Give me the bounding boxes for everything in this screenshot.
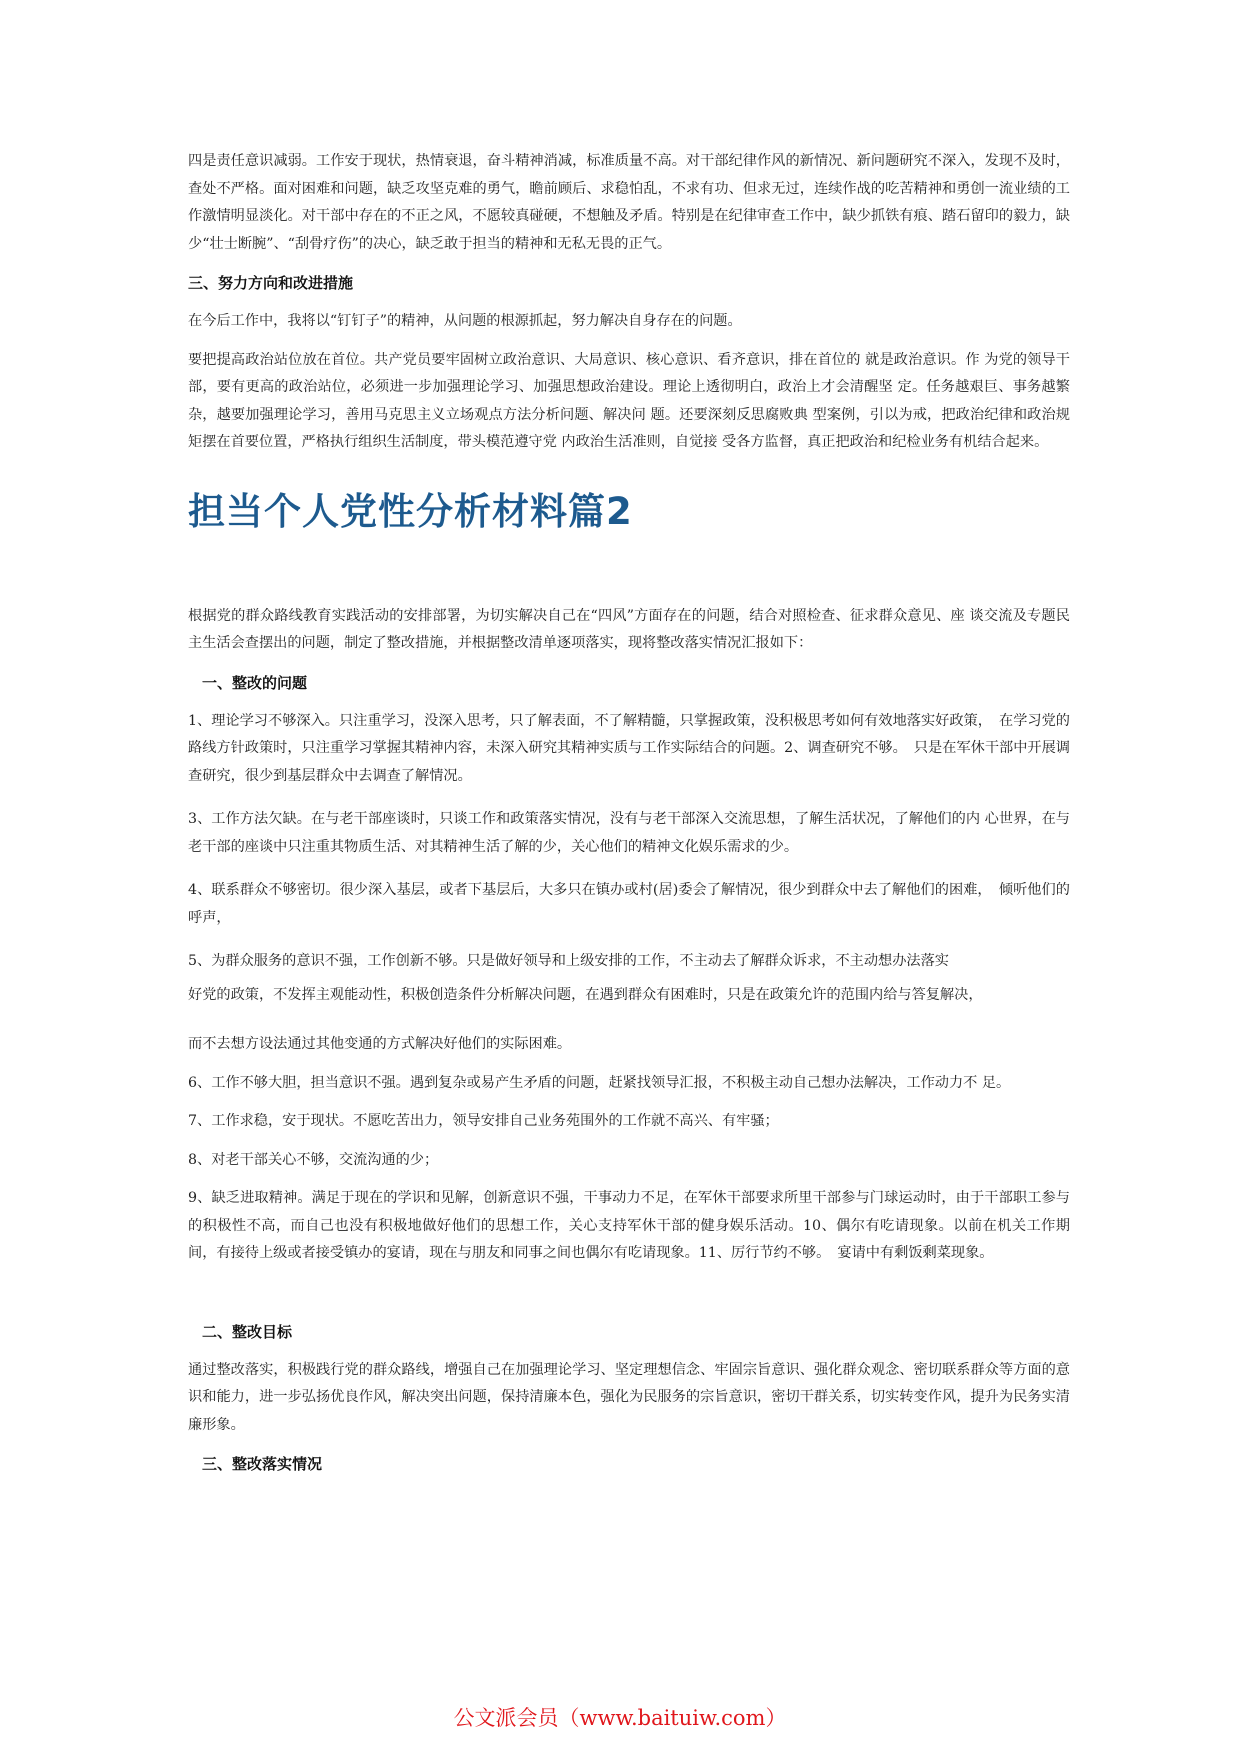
document-body xyxy=(188,148,1070,1478)
heading-rectification-status: 三、整改落实情况 xyxy=(202,1455,323,1473)
paragraph-political-stance: 要把提高政治站位放在首位。共产党员要牢固树立政治意识、大局意识、核心意识、看齐意识，排在首位的 就是政治意识。作 为党的领导干部，要有更高的政治站位，必须进一步加强理论学习、加强思想政治建设。理论上透彻明白，政治上才会清醒坚 定。任务越艰巨、事务越繁杂，越要加强理论学习，善用马克思主义立场观点方法分析问题、解决问 题。还要深刻反思腐败典 型案例，引以为戒，把政治纪律和政治规矩摆在首要位置，严格执行组织生活制度，带头模范遵守党 内政治生活准则，自觉接 受各方监督，真正把政治和纪检业务有机结合起来。 xyxy=(188,351,1070,450)
list-item-3: 3、工作方法欠缺。在与老干部座谈时，只谈工作和政策落实情况，没有与老干部深入交流思想，了解生活状况，了解他们的内 心世界，在与老干部的座谈中只注重其物质生活、对其精神生活了解的少，关心他们的精神文化娱乐需求的少。 xyxy=(188,811,1070,855)
paragraph-future-work: 在今后工作中，我将以“钉钉子”的精神，从问题的根源抓起，努力解决自身存在的问题。 xyxy=(188,313,742,329)
list-item-7: 7、工作求稳，安于现状。不愿吃苦出力，领导安排自己业务苑围外的工作就不高兴、有牢骚； xyxy=(188,1113,779,1129)
list-item-8: 8、对老干部关心不够，交流沟通的少； xyxy=(188,1151,439,1168)
footer-watermark: 公文派会员（www.baituiw.com） xyxy=(453,1706,787,1730)
list-item-9: 9、缺乏进取精神。满足于现在的学识和见解，创新意识不强，干事动力不足，在军休干部要求所里干部参与门球运动时，由于干部职工参与的积极性不高，而自己也没有积极地做好他们的思想工作，关心支持军休干部的健身娱乐活动。10、偶尔有吃请现象。以前在机关工作期间，有接待上级或者接受镇办的宴请，现在与朋友和同事之间也偶尔有吃请现象。11、厉行节约不够。 宴请中有剩饭剩菜现象。 xyxy=(188,1190,1070,1261)
list-item-4: 4、联系群众不够密切。很少深入基层，或者下基层后，大多只在镇办或村(居)委会了解情况，很少到群众中去了解他们的困难， 倾听他们的呼声， xyxy=(188,882,1070,926)
heading-improvement-measures: 三、努力方向和改进措施 xyxy=(188,274,354,292)
heading-rectification-problems: 一、整改的问题 xyxy=(202,673,308,692)
list-item-5-line3: 而不去想方设法通过其他变通的方式解决好他们的实际困难。 xyxy=(188,1036,572,1052)
list-item-5-line2: 好党的政策，不发挥主观能动性，积极创造条件分析解决问题，在遇到群众有困难时，只是在政策允许的范围内给与答复解决， xyxy=(188,986,983,1003)
list-item-1: 1、理论学习不够深入。只注重学习，没深入思考，只了解表面，不了解精髓，只掌握政策，没积极思考如何有效地落实好政策， 在学习党的路线方针政策时，只注重学习掌握其精神内容，未深入研究其精神实质与工作实际结合的问题。2、调查研究不够。 只是在军休干部中开展调查研究，很少到基层群众中去调查了解情况。 xyxy=(188,712,1070,784)
list-item-5-line1: 5、为群众服务的意识不强，工作创新不够。只是做好领导和上级安排的工作，不主动去了解群众诉求，不主动想办法落实 xyxy=(188,953,949,969)
paragraph-intro: 根据党的群众路线教育实践活动的安排部署，为切实解决自己在“四风”方面存在的问题，结合对照检查、征求群众意见、座 谈交流及专题民主生活会查摆出的问题，制定了整改措施，并根据整改清单逐项落实，现将整改落实情况汇报如下： xyxy=(188,607,1070,651)
article-title-2: 担当个人党性分析材料篇2 xyxy=(188,489,633,533)
paragraph-goal: 通过整改落实，积极践行党的群众路线，增强自己在加强理论学习、坚定理想信念、牢固宗旨意识、强化群众观念、密切联系群众等方面的意识和能力，进一步弘扬优良作风，解决突出问题，保持清廉本色，强化为民服务的宗旨意识，密切干群关系，切实转变作风，提升为民务实清廉形象。 xyxy=(188,1361,1070,1433)
list-item-6: 6、工作不够大胆，担当意识不强。遇到复杂或易产生矛盾的问题，赶紧找领导汇报，不积极主动自己想办法解决，工作动力不 足。 xyxy=(188,1074,1011,1091)
paragraph-responsibility: 四是责任意识减弱。工作安于现状，热情衰退，奋斗精神消减，标准质量不高。对干部纪律作风的新情况、新问题研究不深入，发现不及时，查处不严格。面对困难和问题，缺乏攻坚克难的勇气，瞻前顾后、求稳怕乱，不求有功、但求无过，连续作战的吃苦精神和勇创一流业绩的工作激情明显淡化。对干部中存在的不正之风，不愿较真碰硬，不想触及矛盾。特别是在纪律审查工作中，缺少抓铁有痕、踏石留印的毅力，缺少“壮士断腕”、“刮骨疗伤”的决心，缺乏敢于担当的精神和无私无畏的正气。 xyxy=(188,153,1070,252)
heading-rectification-goal: 二、整改目标 xyxy=(202,1322,293,1341)
